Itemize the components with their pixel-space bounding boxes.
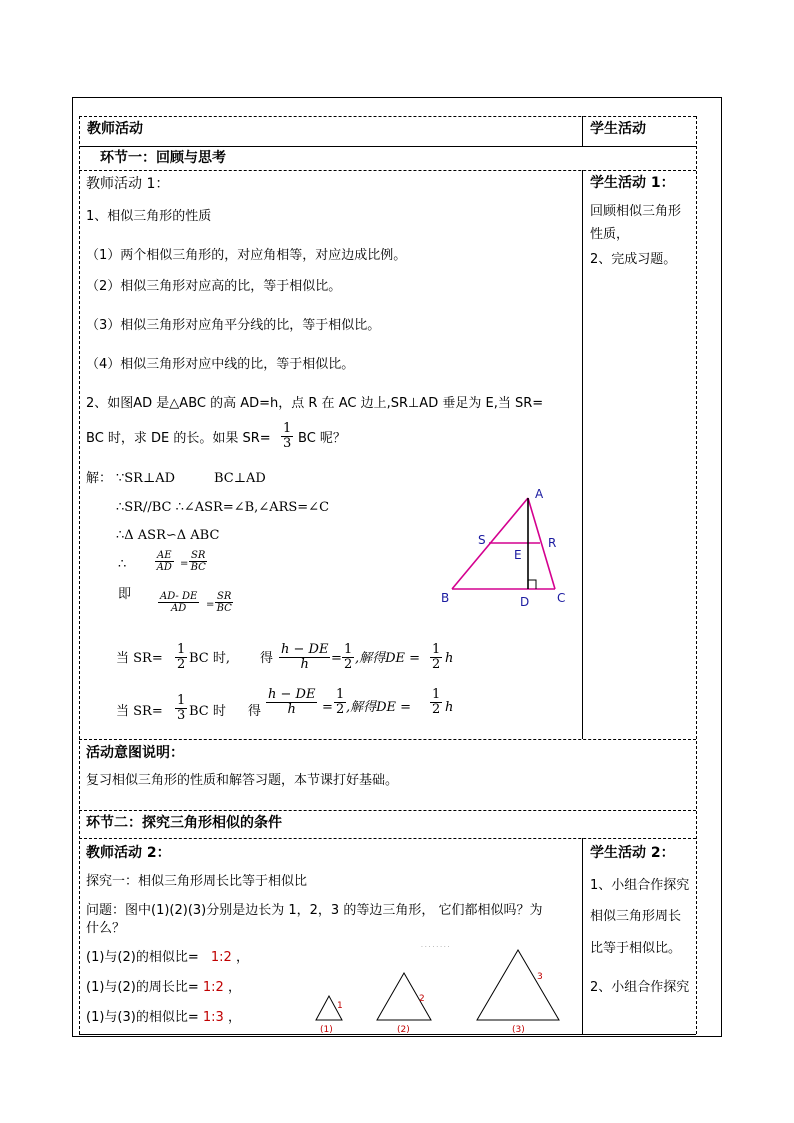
fraction-numerator: 1 <box>432 687 441 702</box>
case-1-h: h <box>445 651 454 666</box>
ratio-label: (1)与(2)的周长比= <box>86 980 199 995</box>
student-activity-2-line3: 比等于相似比。 <box>590 941 682 956</box>
row-divider <box>79 170 696 171</box>
teacher-activity-2-heading: 教师活动 2： <box>86 845 171 861</box>
fraction-denominator: 2 <box>177 657 186 672</box>
solution-label: 解： <box>86 471 113 486</box>
case-1-result-text: ,解得DE = <box>355 651 421 666</box>
label-s: S <box>478 533 486 547</box>
intent-heading: 活动意图说明： <box>86 745 184 761</box>
triangle-2-caption: (2) <box>397 1025 410 1035</box>
therefore-symbol: ∴ <box>118 557 127 572</box>
case-2-de: 得 <box>248 704 262 719</box>
triangle-1-side-label: 1 <box>337 1001 343 1011</box>
fraction-denominator: AD <box>156 562 172 573</box>
fraction-denominator: BC <box>216 603 232 614</box>
fraction-numerator: h − DE <box>281 642 329 657</box>
case-2-prefix: 当 SR= <box>116 704 163 719</box>
column-divider-top <box>582 116 583 146</box>
triangle-2-side-label: 2 <box>419 994 425 1004</box>
case-1-prefix: 当 SR= <box>116 651 163 666</box>
namely-symbol: 即 <box>118 587 132 602</box>
fraction-denominator: 2 <box>432 702 441 717</box>
triangle-1-caption: (1) <box>320 1025 333 1035</box>
faint-dots: · · · · · · · · <box>421 944 450 951</box>
fraction-denominator: 2 <box>432 657 441 672</box>
ratio-value: 1:2 <box>210 950 232 965</box>
column-divider-section1 <box>582 170 583 739</box>
student-activity-1-line2: 性质， <box>590 227 630 242</box>
fraction-numerator: 1 <box>177 693 186 708</box>
equals-sign: = <box>322 700 333 715</box>
table-bottom <box>79 1034 696 1035</box>
case-1-result-fraction <box>430 643 442 672</box>
triangle-3-caption: (3) <box>512 1025 525 1035</box>
fraction-numerator: AD- DE <box>160 591 198 602</box>
case-1-ratio <box>279 643 330 672</box>
case-1-fraction <box>175 643 187 672</box>
case-2-ratio <box>266 688 317 717</box>
student-activity-2-line2: 相似三角形周长 <box>590 909 682 924</box>
student-activity-2-line4: 2、小组合作探究 <box>590 980 690 995</box>
fraction-numerator: 1 <box>177 642 186 657</box>
question-line1: 问题：图中(1)(2)(3)分别是边长为 1，2，3 的等边三角形， 它们都相似吗？为 <box>86 903 543 918</box>
solution-step-3: ∴Δ ASR∽Δ ABC <box>116 528 220 543</box>
case-1-suffix: BC 时, <box>189 651 231 666</box>
case-1-half <box>342 643 354 672</box>
section2-title: 环节二：探究三角形相似的条件 <box>86 815 282 831</box>
case-2-result-fraction <box>430 688 442 717</box>
solution-step-2: ∴SR//BC ∴∠ASR=∠B,∠ARS=∠C <box>116 500 330 515</box>
equals-sign: = <box>206 599 215 610</box>
fraction-numerator: 1 <box>336 687 345 702</box>
question-2-fraction <box>281 422 293 451</box>
ratio-tail: ， <box>227 980 241 995</box>
label-e: E <box>514 548 522 562</box>
case-2-half <box>334 688 346 717</box>
item-1: 1、相似三角形的性质 <box>86 209 212 224</box>
property-3: （3）相似三角形对应角平分线的比，等于相似比。 <box>86 318 381 333</box>
label-c: C <box>557 591 566 605</box>
fraction-numerator: 1 <box>344 642 353 657</box>
label-a: A <box>535 487 544 501</box>
fraction-denominator: 3 <box>177 708 186 723</box>
table-right-border <box>696 116 697 1034</box>
fraction-numerator: 1 <box>432 642 441 657</box>
triangle-3-side-label: 3 <box>537 972 543 982</box>
ratio-value: 1:3 <box>202 1010 224 1025</box>
ratio-ae-ad <box>155 550 174 573</box>
section1-title: 环节一：回顾与思考 <box>100 150 226 166</box>
student-activity-1-heading: 学生活动 1： <box>590 175 675 191</box>
student-activity-1-line1: 回顾相似三角形 <box>590 204 682 219</box>
ratio-tail: ， <box>227 1010 241 1025</box>
case-2-fraction <box>175 694 187 723</box>
question-2-line1: 2、如图AD 是△ABC 的高 AD=h，点 R 在 AC 边上,SR⊥AD 垂足为 E,当 SR= <box>86 396 544 411</box>
case-2-h: h <box>445 700 454 715</box>
explore-1: 探究一：相似三角形周长比等于相似比 <box>86 874 308 889</box>
case-2-result-text: ,解得DE = <box>346 700 412 715</box>
intent-text: 复习相似三角形的性质和解答习题，本节课打好基础。 <box>86 773 399 788</box>
fraction-numerator: AE <box>157 550 172 561</box>
property-4: （4）相似三角形对应中线的比，等于相似比。 <box>86 357 355 372</box>
ratio-value: 1:2 <box>202 980 224 995</box>
row-divider <box>79 146 696 147</box>
equals-sign: = <box>331 651 342 666</box>
ratio-sr-bc <box>189 550 207 573</box>
question-line2: 什么？ <box>86 921 126 936</box>
property-1: （1）两个相似三角形的，对应角相等，对应边成比例。 <box>86 248 407 263</box>
student-activity-1-line3: 2、完成习题。 <box>590 252 677 267</box>
teacher-activity-1-heading: 教师活动 1： <box>86 176 170 192</box>
ratio-ad-de-ad <box>158 591 199 614</box>
fraction-numerator: h − DE <box>268 687 316 702</box>
label-d: D <box>520 595 530 609</box>
equals-sign: = <box>180 558 189 569</box>
question-2-line2: BC 时，求 DE 的长。如果 SR= <box>86 431 271 446</box>
row-divider <box>79 838 696 839</box>
question-2-line2-end: BC 呢？ <box>298 431 346 446</box>
ratio-row-2 <box>86 980 241 996</box>
column-divider-section2 <box>582 838 583 1034</box>
ratio-row-3 <box>86 1010 241 1026</box>
fraction-denominator: h <box>300 657 309 672</box>
solution-step-1b: BC⊥AD <box>214 471 266 486</box>
fraction-denominator: 2 <box>344 657 353 672</box>
fraction-numerator: 1 <box>283 421 292 436</box>
teacher-column-header: 教师活动 <box>87 121 143 137</box>
solution-step-1a: ∵SR⊥AD <box>116 471 176 486</box>
fraction-denominator: AD <box>171 603 187 614</box>
table-top <box>79 116 696 117</box>
ratio-label: (1)与(3)的相似比= <box>86 1010 199 1025</box>
property-2: （2）相似三角形对应高的比，等于相似比。 <box>86 279 342 294</box>
fraction-denominator: 3 <box>283 436 292 451</box>
fraction-numerator: SR <box>191 550 206 561</box>
label-r: R <box>548 536 557 550</box>
case-1-de: 得 <box>260 651 274 666</box>
student-activity-2-heading: 学生活动 2： <box>590 845 675 861</box>
student-column-header: 学生活动 <box>590 121 646 137</box>
ratio-sr-bc <box>215 591 233 614</box>
ratio-tail: ， <box>235 950 249 965</box>
ratio-row-1 <box>86 950 249 966</box>
table-left-border <box>79 116 80 1034</box>
row-divider <box>79 739 696 740</box>
row-divider <box>79 810 696 811</box>
fraction-denominator: BC <box>190 562 206 573</box>
fraction-denominator: h <box>287 702 296 717</box>
fraction-numerator: SR <box>217 591 232 602</box>
case-2-suffix: BC 时 <box>189 704 226 719</box>
fraction-denominator: 2 <box>336 702 345 717</box>
student-activity-2-line1: 1、小组合作探究 <box>590 878 690 893</box>
label-b: B <box>441 591 450 605</box>
ratio-label: (1)与(2)的相似比= <box>86 950 199 965</box>
